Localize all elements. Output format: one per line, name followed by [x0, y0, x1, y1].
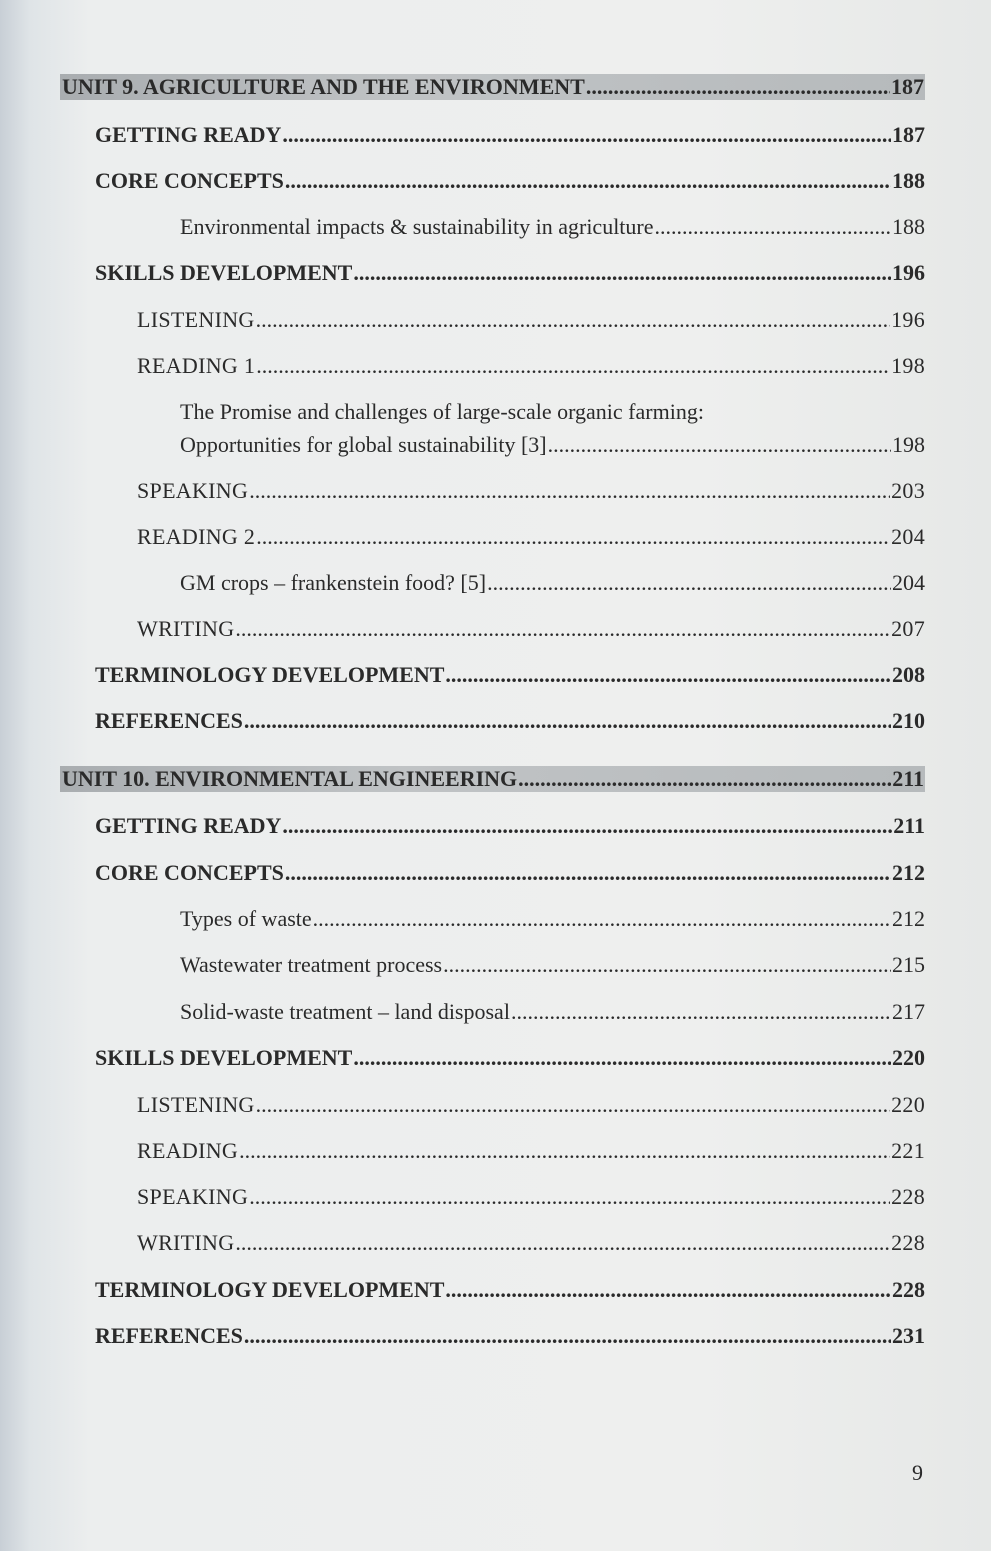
toc-page-number: 188	[892, 168, 925, 193]
toc-entry-label: Environmental impacts & sustainability in agriculture	[180, 214, 654, 239]
toc-leader-dots	[285, 168, 891, 194]
toc-entry-label: READING	[137, 1138, 239, 1163]
toc-entry-topic[interactable]	[180, 952, 925, 978]
toc-entry-section[interactable]	[95, 1277, 925, 1303]
toc-entry-label: SKILLS DEVELOPMENT	[95, 1045, 353, 1070]
toc-leader-dots	[445, 1277, 891, 1303]
toc-entry-skill[interactable]	[137, 307, 925, 333]
toc-entry-label: LISTENING	[137, 307, 255, 332]
toc-entry-label-line1: The Promise and challenges of large-scale organic farming:	[180, 399, 704, 424]
toc-entry-label: WRITING	[137, 1230, 235, 1255]
toc-leader-dots	[586, 74, 890, 100]
toc-page-number: 211	[892, 766, 924, 791]
toc-page-number: 204	[892, 570, 925, 595]
toc-entry-section[interactable]	[95, 260, 925, 286]
toc-page-number: 220	[892, 1045, 925, 1070]
toc-entry-label: GETTING READY	[95, 122, 282, 147]
toc-leader-dots	[239, 1138, 890, 1164]
toc-entry-label: Wastewater treatment process	[180, 952, 443, 977]
toc-entry-section[interactable]	[95, 662, 925, 688]
toc-leader-dots	[518, 766, 891, 792]
toc-entry-section[interactable]	[95, 708, 925, 734]
toc-page-number: 228	[891, 1230, 925, 1255]
toc-leader-dots	[313, 906, 891, 932]
toc-leader-dots	[256, 307, 891, 333]
toc-entry-skill[interactable]	[137, 478, 925, 504]
toc-page-number: 221	[891, 1138, 925, 1163]
toc-leader-dots	[256, 1092, 891, 1118]
toc-page-number: 187	[891, 74, 924, 99]
toc-leader-dots	[487, 570, 891, 596]
toc-entry-topic[interactable]	[180, 906, 925, 932]
page-number: 9	[912, 1460, 923, 1485]
toc-entry-label: SKILLS DEVELOPMENT	[95, 260, 353, 285]
toc-entry-label: SPEAKING	[137, 478, 249, 503]
toc-page-number: 228	[892, 1277, 925, 1302]
toc-leader-dots	[244, 708, 891, 734]
toc-leader-dots	[353, 260, 891, 286]
toc-entry-skill[interactable]	[137, 616, 925, 642]
toc-page-number: 188	[892, 214, 925, 239]
toc-entry-label: Types of waste	[180, 906, 312, 931]
toc-entry-section[interactable]	[95, 168, 925, 194]
toc-leader-dots	[249, 478, 890, 504]
toc-entry-label: Opportunities for global sustainability [3]	[180, 432, 547, 457]
toc-unit-heading[interactable]	[60, 74, 925, 100]
toc-entry-topic[interactable]	[180, 432, 925, 458]
toc-page-number: 210	[892, 708, 925, 733]
toc-unit-title: UNIT 10. ENVIRONMENTAL ENGINEERING	[62, 766, 518, 791]
toc-leader-dots	[511, 999, 891, 1025]
toc-leader-dots	[445, 662, 891, 688]
toc-leader-dots	[235, 1230, 890, 1256]
toc-entry-label: LISTENING	[137, 1092, 255, 1117]
toc-leader-dots	[655, 214, 891, 240]
toc-page-number: 198	[891, 353, 925, 378]
toc-entry-skill[interactable]	[137, 1138, 925, 1164]
toc-entry-label: CORE CONCEPTS	[95, 168, 284, 193]
toc-entry-label: READING 1	[137, 353, 256, 378]
toc-leader-dots	[548, 432, 891, 458]
toc-page-number: 198	[892, 432, 925, 457]
toc-leader-dots	[285, 860, 891, 886]
toc-entry-label: SPEAKING	[137, 1184, 249, 1209]
toc-leader-dots	[235, 616, 890, 642]
toc-page-number: 196	[892, 260, 925, 285]
toc-page-number: 211	[893, 813, 925, 838]
toc-entry-topic[interactable]	[180, 570, 925, 596]
toc-leader-dots	[256, 353, 890, 379]
toc-unit-heading[interactable]	[60, 766, 925, 792]
toc-page-number: 204	[891, 524, 925, 549]
toc-leader-dots	[282, 122, 891, 148]
toc-entry-skill[interactable]	[137, 1092, 925, 1118]
toc-page-number: 220	[891, 1092, 925, 1117]
toc-leader-dots	[282, 813, 892, 839]
toc-entry-section[interactable]	[95, 1045, 925, 1071]
toc-entry-label: TERMINOLOGY DEVELOPMENT	[95, 1277, 445, 1302]
toc-entry-label: CORE CONCEPTS	[95, 860, 284, 885]
toc-entry-label: READING 2	[137, 524, 256, 549]
toc-entry-skill[interactable]	[137, 353, 925, 379]
toc-entry-section[interactable]	[95, 122, 925, 148]
toc-page-number: 203	[891, 478, 925, 503]
toc-page-number: 231	[892, 1323, 925, 1348]
toc-leader-dots	[244, 1323, 891, 1349]
toc-entry-skill[interactable]	[137, 524, 925, 550]
toc-entry-section[interactable]	[95, 1323, 925, 1349]
toc-page-number: 212	[892, 860, 925, 885]
toc-leader-dots	[249, 1184, 890, 1210]
toc-entry-label: Solid-waste treatment – land disposal	[180, 999, 510, 1024]
toc-leader-dots	[256, 524, 890, 550]
toc-entry-skill[interactable]	[137, 1184, 925, 1210]
toc-leader-dots	[443, 952, 891, 978]
toc-entry-topic[interactable]	[180, 999, 925, 1025]
toc-entry-skill[interactable]	[137, 1230, 925, 1256]
toc-page-number: 212	[892, 906, 925, 931]
toc-page-number: 208	[892, 662, 925, 687]
toc-page-number: 187	[892, 122, 925, 147]
toc-page-number: 217	[892, 999, 925, 1024]
toc-entry-label: TERMINOLOGY DEVELOPMENT	[95, 662, 445, 687]
toc-page-number: 207	[891, 616, 925, 641]
toc-leader-dots	[353, 1045, 891, 1071]
toc-entry-label: GM crops – frankenstein food? [5]	[180, 570, 487, 595]
toc-entry-section[interactable]	[95, 813, 925, 839]
toc-entry-section[interactable]	[95, 860, 925, 886]
toc-entry-label: REFERENCES	[95, 1323, 243, 1348]
toc-page-number: 196	[891, 307, 925, 332]
toc-page-number: 215	[892, 952, 925, 977]
toc-unit-title: UNIT 9. AGRICULTURE AND THE ENVIRONMENT	[62, 74, 585, 99]
toc-entry-label: GETTING READY	[95, 813, 282, 838]
toc-entry-topic[interactable]	[180, 214, 925, 240]
toc-entry-label: REFERENCES	[95, 708, 243, 733]
toc-entry-label: WRITING	[137, 616, 235, 641]
toc-page-number: 228	[891, 1184, 925, 1209]
